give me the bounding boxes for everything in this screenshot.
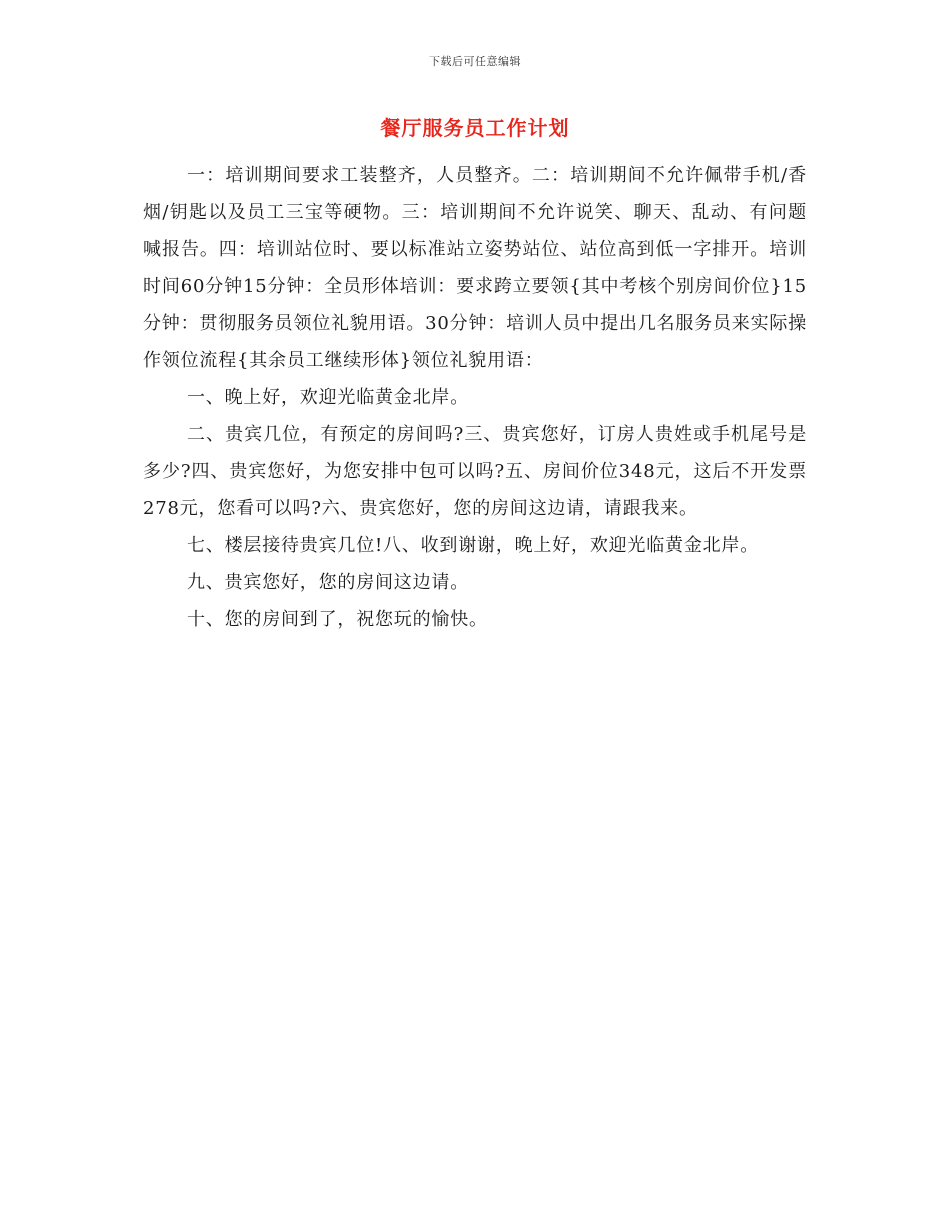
- header-note: 下载后可任意编辑: [429, 55, 521, 68]
- paragraph-greeting-9: 九、贵宾您好，您的房间这边请。: [187, 572, 469, 593]
- paragraph-greeting-1: 一、晚上好，欢迎光临黄金北岸。: [187, 387, 469, 408]
- document-title: 餐厅服务员工作计划: [380, 116, 570, 140]
- paragraph-greeting-7-8: 七、楼层接待贵宾几位!八、收到谢谢，晚上好，欢迎光临黄金北岸。: [187, 535, 760, 556]
- paragraph-greeting-2-6: 二、贵宾几位，有预定的房间吗?三、贵宾您好，订房人贵姓或手机尾号是多少?四、贵宾您好，为您安排中包可以吗?五、房间价位348元，这后不开发票278元，您看可以吗?六、贵宾您好，您的房间这边请，请跟我来。: [143, 424, 807, 519]
- paragraph-greeting-10: 十、您的房间到了，祝您玩的愉快。: [187, 609, 488, 630]
- document-body: [143, 157, 807, 638]
- paragraph-training-rules: 一：培训期间要求工装整齐，人员整齐。二：培训期间不允许佩带手机/香烟/钥匙以及员工三宝等硬物。三：培训期间不允许说笑、聊天、乱动、有问题喊报告。四：培训站位时、要以标准站立姿势站位、站位高到低一字排开。培训时间60分钟15分钟：全员形体培训：要求跨立要领{其中考核个别房间价位}15分钟：贯彻服务员领位礼貌用语。30分钟：培训人员中提出几名服务员来实际操作领位流程{其余员工继续形体}领位礼貌用语：: [143, 165, 807, 371]
